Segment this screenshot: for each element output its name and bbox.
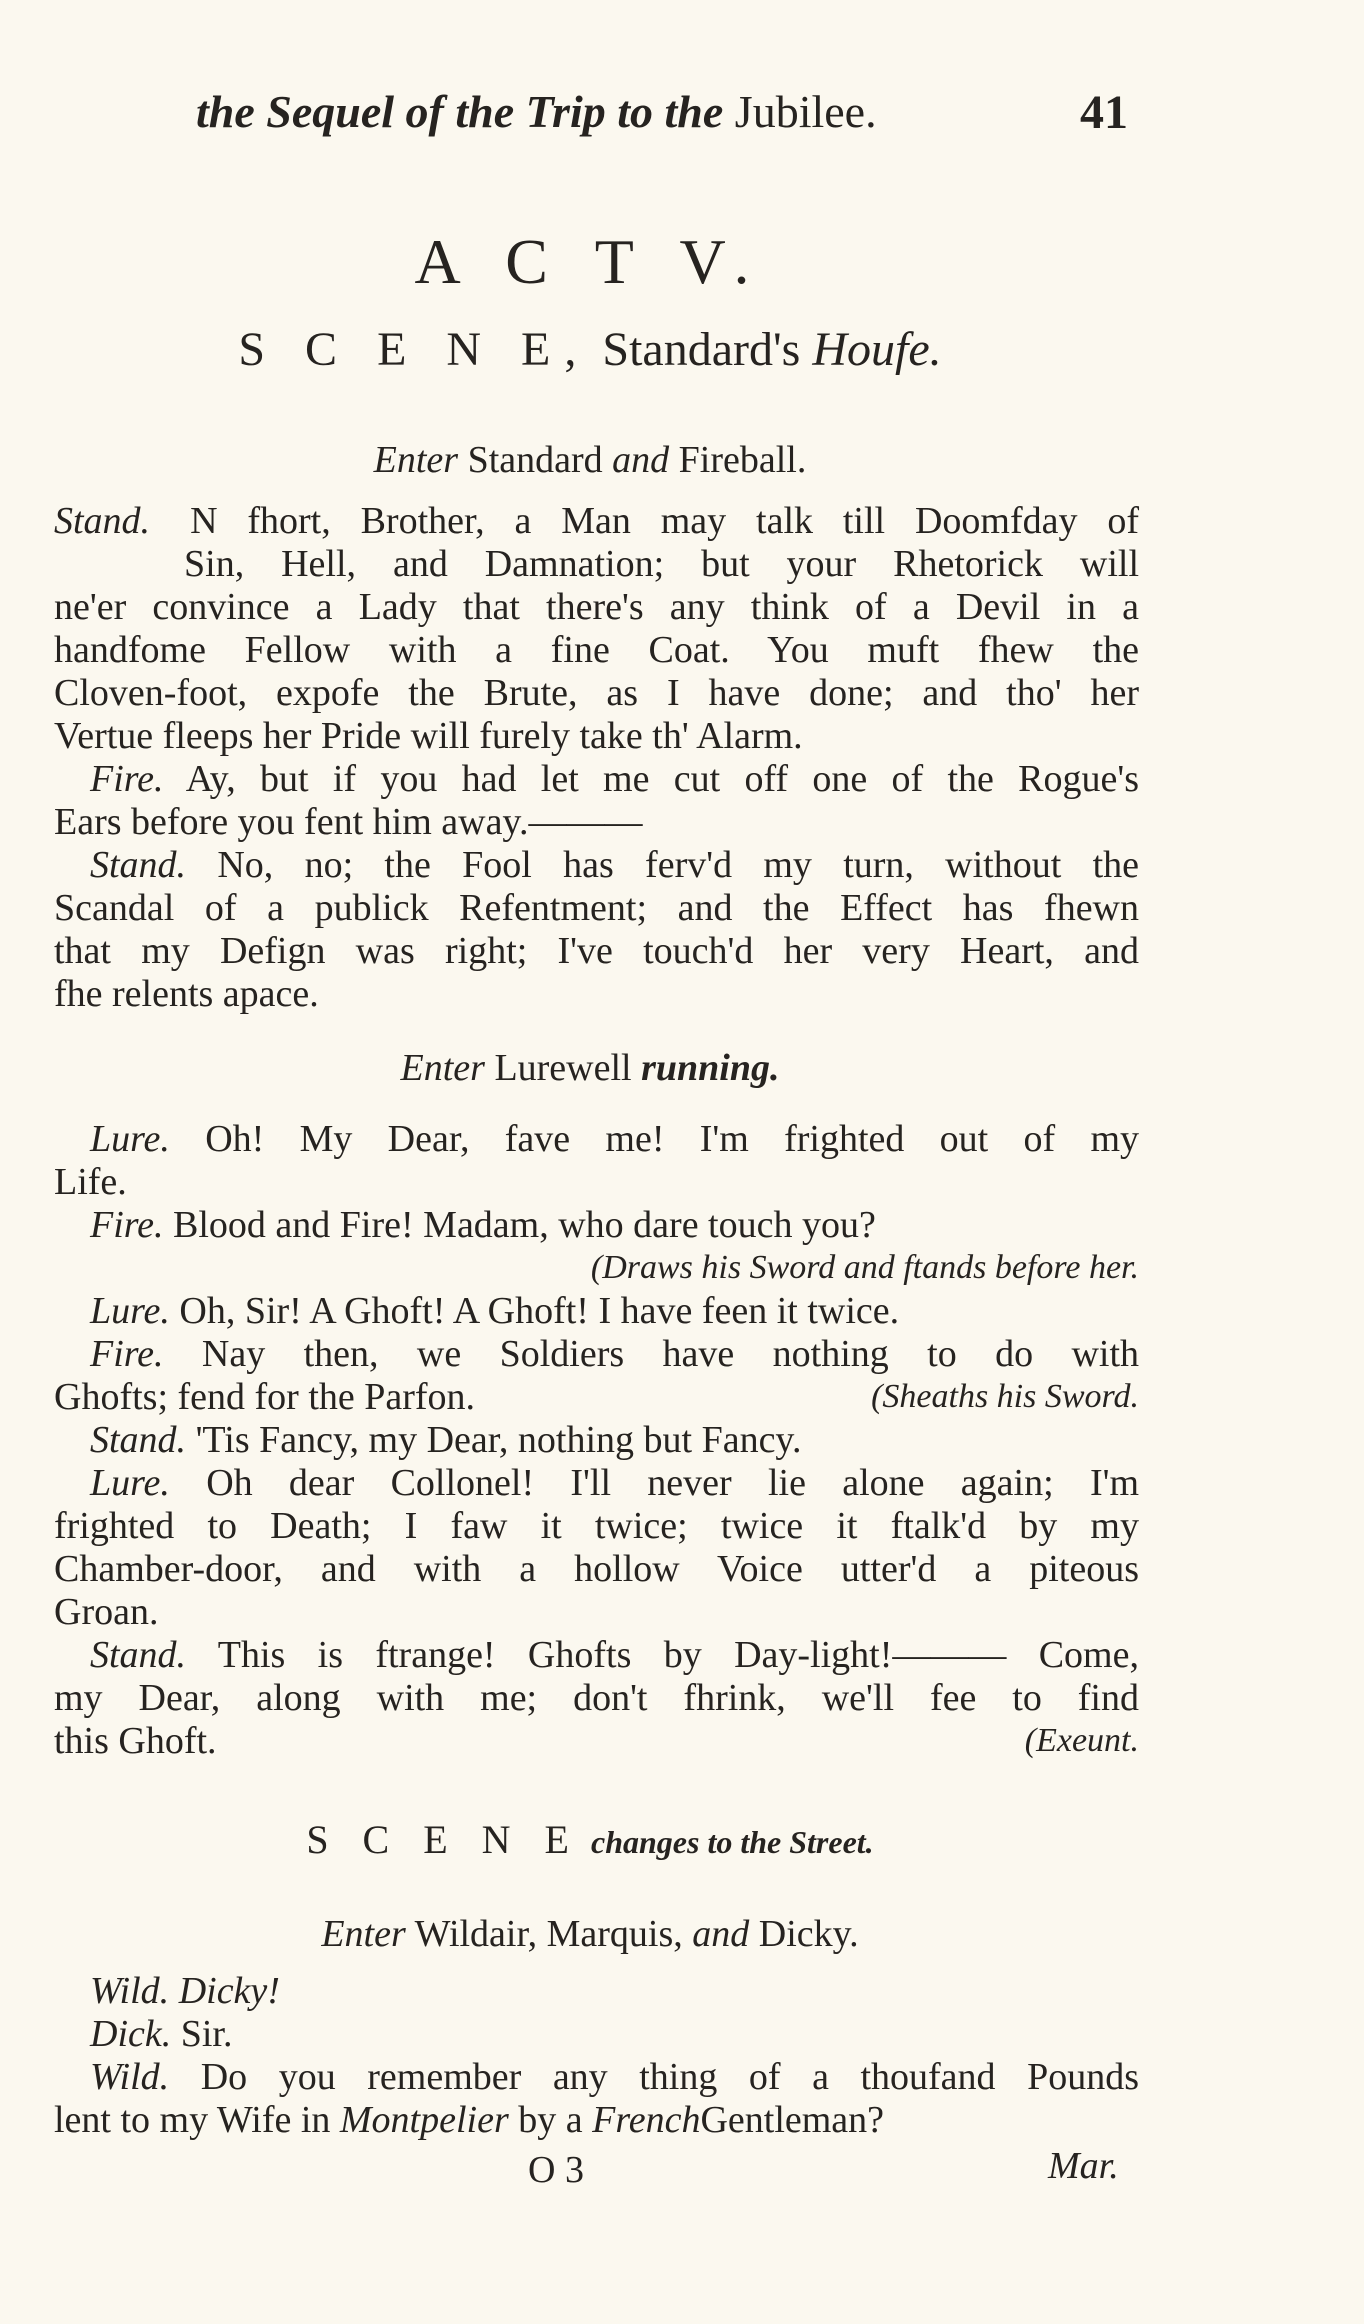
dialogue-line: handfome Fellow with a fine Coat. You muft fhew the	[54, 629, 1139, 671]
dialogue-line: Sin, Hell, and Damnation; but your Rhetorick will	[184, 543, 1139, 585]
scene-heading: S C E N E, Standard's Houfe.	[238, 323, 942, 376]
dialogue-line: my Dear, along with me; don't fhrink, we'll fee to find	[54, 1677, 1139, 1719]
stage-direction-enter: Enter Wildair, Marquis, and Dicky.	[321, 1913, 859, 1955]
dialogue-line: fhe relents apace.	[54, 973, 319, 1015]
dialogue-line: Stand. This is ftrange! Ghofts by Day-light!——— Come,	[90, 1634, 1139, 1676]
dialogue-line: Fire. Nay then, we Soldiers have nothing to do with	[90, 1333, 1140, 1375]
dialogue-line: Lure. Oh! My Dear, fave me! I'm frighted out of my	[90, 1118, 1140, 1160]
dialogue-line: Wild. Do you remember any thing of a thoufand Pounds	[90, 2056, 1140, 2098]
dialogue-line: Chamber-door, and with a hollow Voice utter'd a piteous	[54, 1548, 1139, 1590]
dialogue-line: Ears before you fent him away.———	[54, 801, 643, 843]
dialogue-line: this Ghoft. (Exeunt.	[54, 1720, 1139, 1762]
stage-direction: (Exeunt.	[1024, 1722, 1139, 1759]
dialogue-line: Dick. Sir.	[90, 2013, 233, 2055]
dialogue-line: Groan.	[54, 1591, 159, 1633]
page-number: 41	[1080, 86, 1128, 139]
stage-direction-enter: Enter Lurewell running.	[400, 1047, 780, 1089]
stage-direction: (Sheaths his Sword.	[871, 1378, 1139, 1415]
act-heading: A C T V.	[414, 226, 766, 297]
dialogue-line: Fire. Ay, but if you had let me cut off one of the Rogue's	[90, 758, 1140, 800]
dialogue-line: lent to my Wife in Montpelier by a FrenchGentleman?	[54, 2099, 885, 2141]
dialogue-line: Lure. Oh, Sir! A Ghoft! A Ghoft! I have feen it twice.	[90, 1290, 900, 1332]
stage-direction: (Draws his Sword and ftands before her.	[590, 1249, 1139, 1286]
signature-mark: O 3	[528, 2149, 584, 2191]
running-title: the Sequel of the Trip to the Jubilee.	[196, 86, 877, 137]
dialogue-line: Scandal of a publick Refentment; and the Effect has fhewn	[54, 887, 1139, 929]
dialogue-line: Cloven-foot, expofe the Brute, as I have done; and tho' her	[54, 672, 1139, 714]
scene-change-heading: S C E N E changes to the Street.	[306, 1817, 874, 1862]
dialogue-line: Wild. Dicky!	[90, 1970, 280, 2012]
dialogue-line: Lure. Oh dear Collonel! I'll never lie alone again; I'm	[90, 1462, 1140, 1504]
dialogue-line: Fire. Blood and Fire! Madam, who dare touch you?	[90, 1204, 876, 1246]
dialogue-line: Life.	[54, 1161, 127, 1203]
catchword: Mar.	[1048, 2145, 1119, 2187]
dialogue-line: Stand. No, no; the Fool has ferv'd my turn, without the	[90, 844, 1140, 886]
dialogue-line: Stand. 'Tis Fancy, my Dear, nothing but Fancy.	[90, 1419, 802, 1461]
dialogue-line: frighted to Death; I faw it twice; twice it ftalk'd by my	[54, 1505, 1139, 1547]
stage-direction-enter: Enter Standard and Fireball.	[373, 439, 807, 481]
dialogue-line: Vertue fleeps her Pride will furely take th' Alarm.	[54, 715, 803, 757]
dialogue-line: Ghofts; fend for the Parfon. (Sheaths his Sword.	[54, 1376, 1139, 1418]
dialogue-line: Stand. N fhort, Brother, a Man may talk till Doomfday of	[54, 500, 1139, 542]
dialogue-line: that my Defign was right; I've touch'd her very Heart, and	[54, 930, 1139, 972]
dialogue-line: ne'er convince a Lady that there's any think of a Devil in a	[54, 586, 1139, 628]
